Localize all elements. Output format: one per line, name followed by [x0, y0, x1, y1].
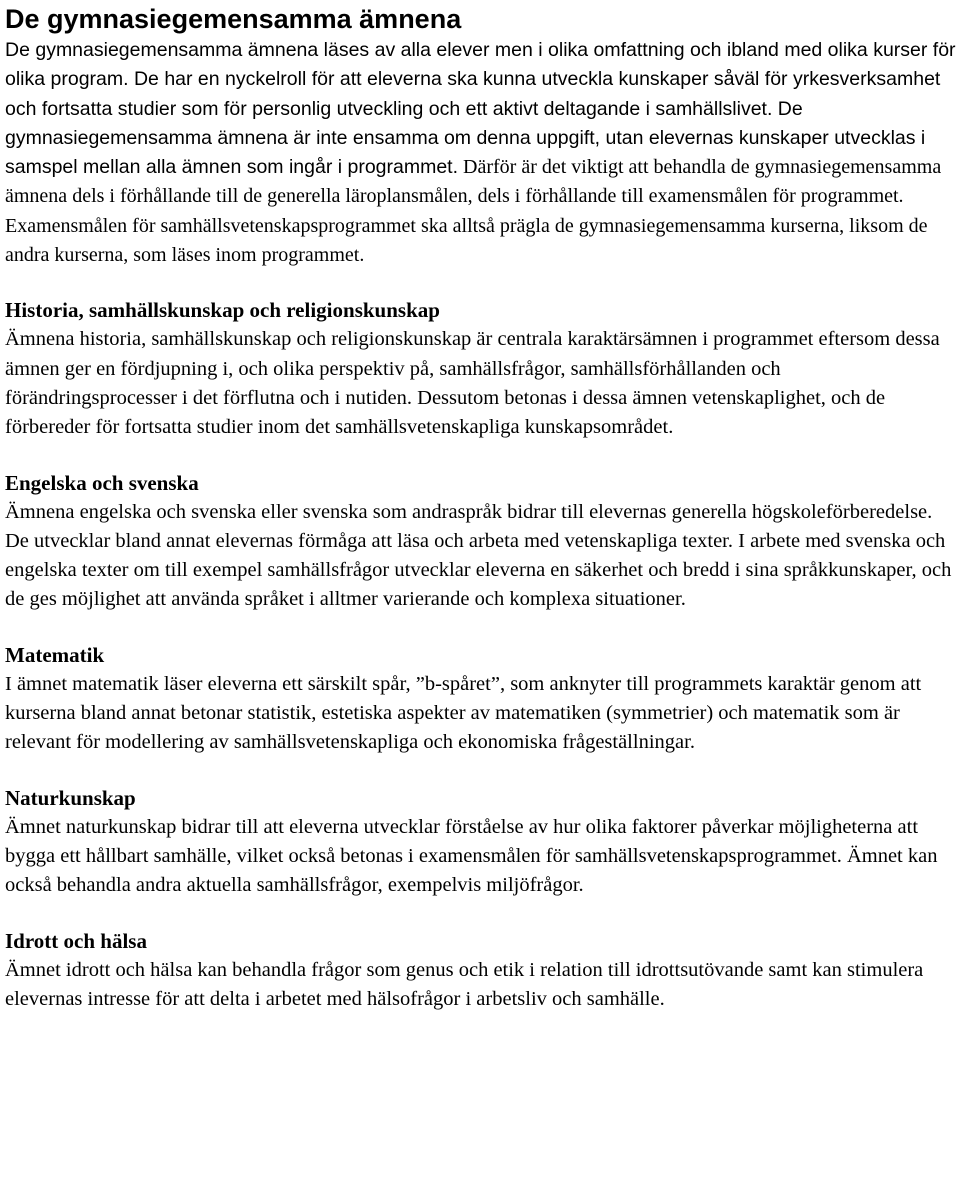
page-title: De gymnasiegemensamma ämnena — [5, 4, 462, 34]
section-text: Ämnet idrott och hälsa kan behandla frågor som genus och etik i relation till idrottsutövande samt kan stimulera elevernas intresse för att delta i arbetet med hälsofrågor i arbetsliv och samhälle. — [5, 958, 924, 1010]
section-text: Ämnena engelska och svenska eller svenska som andraspråk bidrar till elevernas generella högskoleförberedelse. De utvecklar bland annat elevernas förmåga att läsa och arbeta med vetenskapliga texter. I arbete med svenska och engelska texter om till exempel samhällsfrågor utvecklar eleverna en säkerhet och bredd i sina språkkunskaper, och de ges möjlighet att använda språket i alltmer varierande och komplexa situationer. — [5, 500, 952, 611]
section-idrott-halsa — [5, 926, 956, 1015]
section-naturkunskap — [5, 783, 956, 901]
intro-text-continued: Därför är det viktigt att behandla de gymnasiegemensamma ämnena dels i förhållande till de generella läroplansmålen, dels i förhållande till examensmålen för programmet. Examensmålen för samhällsvetenskapsprogrammet ska alltså prägla de gymnasiegemensamma kurserna, liksom de andra kurserna, som läses inom programmet. — [5, 156, 942, 267]
section-heading: Engelska och svenska — [5, 470, 199, 495]
section-heading: Idrott och hälsa — [5, 928, 147, 953]
section-heading: Matematik — [5, 642, 105, 667]
section-text: Ämnena historia, samhällskunskap och religionskunskap är centrala karaktärsämnen i programmet eftersom dessa ämnen ger en fördjupning i, och olika perspektiv på, samhällsfrågor, samhällsförhållanden och förändringsprocesser i det förflutna och i nutiden. Dessutom betonas i dessa ämnen vetenskaplighet, och de förbereder för fortsatta studier inom det samhällsvetenskapliga kunskapsområdet. — [5, 328, 940, 439]
section-heading: Naturkunskap — [5, 785, 136, 810]
section-text: Ämnet naturkunskap bidrar till att eleverna utvecklar förståelse av hur olika faktorer påverkar möjligheterna att bygga ett hållbart samhälle, vilket också betonas i examensmålen för samhällsvetenskapsprogrammet. Ämnet kan också behandla andra aktuella samhällsfrågor, exempelvis miljöfrågor. — [5, 815, 938, 897]
section-text: I ämnet matematik läser eleverna ett särskilt spår, ”b-spåret”, som anknyter till programmets karaktär genom att kurserna bland annat betonar statistik, estetiska aspekter av matematiken (symmetrier) och matematik som är relevant för modellering av samhällsvetenskapliga och ekonomiska frågeställningar. — [5, 672, 922, 754]
section-historia — [5, 295, 956, 442]
section-matematik — [5, 640, 956, 758]
section-heading: Historia, samhällskunskap och religionskunskap — [5, 298, 440, 323]
intro-text: De gymnasiegemensamma ämnena läses av alla elever men i olika omfattning och ibland med olika kurser för olika program. De har en nyckelroll för att eleverna ska kunna utveckla kunskaper såväl för yrkesverksamhet och fortsatta studier som för personlig utveckling och ett aktivt deltagande i samhällslivet. De gymnasiegemensamma ämnena är inte ensamma om denna uppgift, utan elevernas kunskaper utvecklas i samspel mellan alla ämnen som ingår i programmet. — [5, 39, 956, 179]
intro-paragraph — [5, 36, 956, 270]
section-engelska-svenska — [5, 468, 956, 615]
